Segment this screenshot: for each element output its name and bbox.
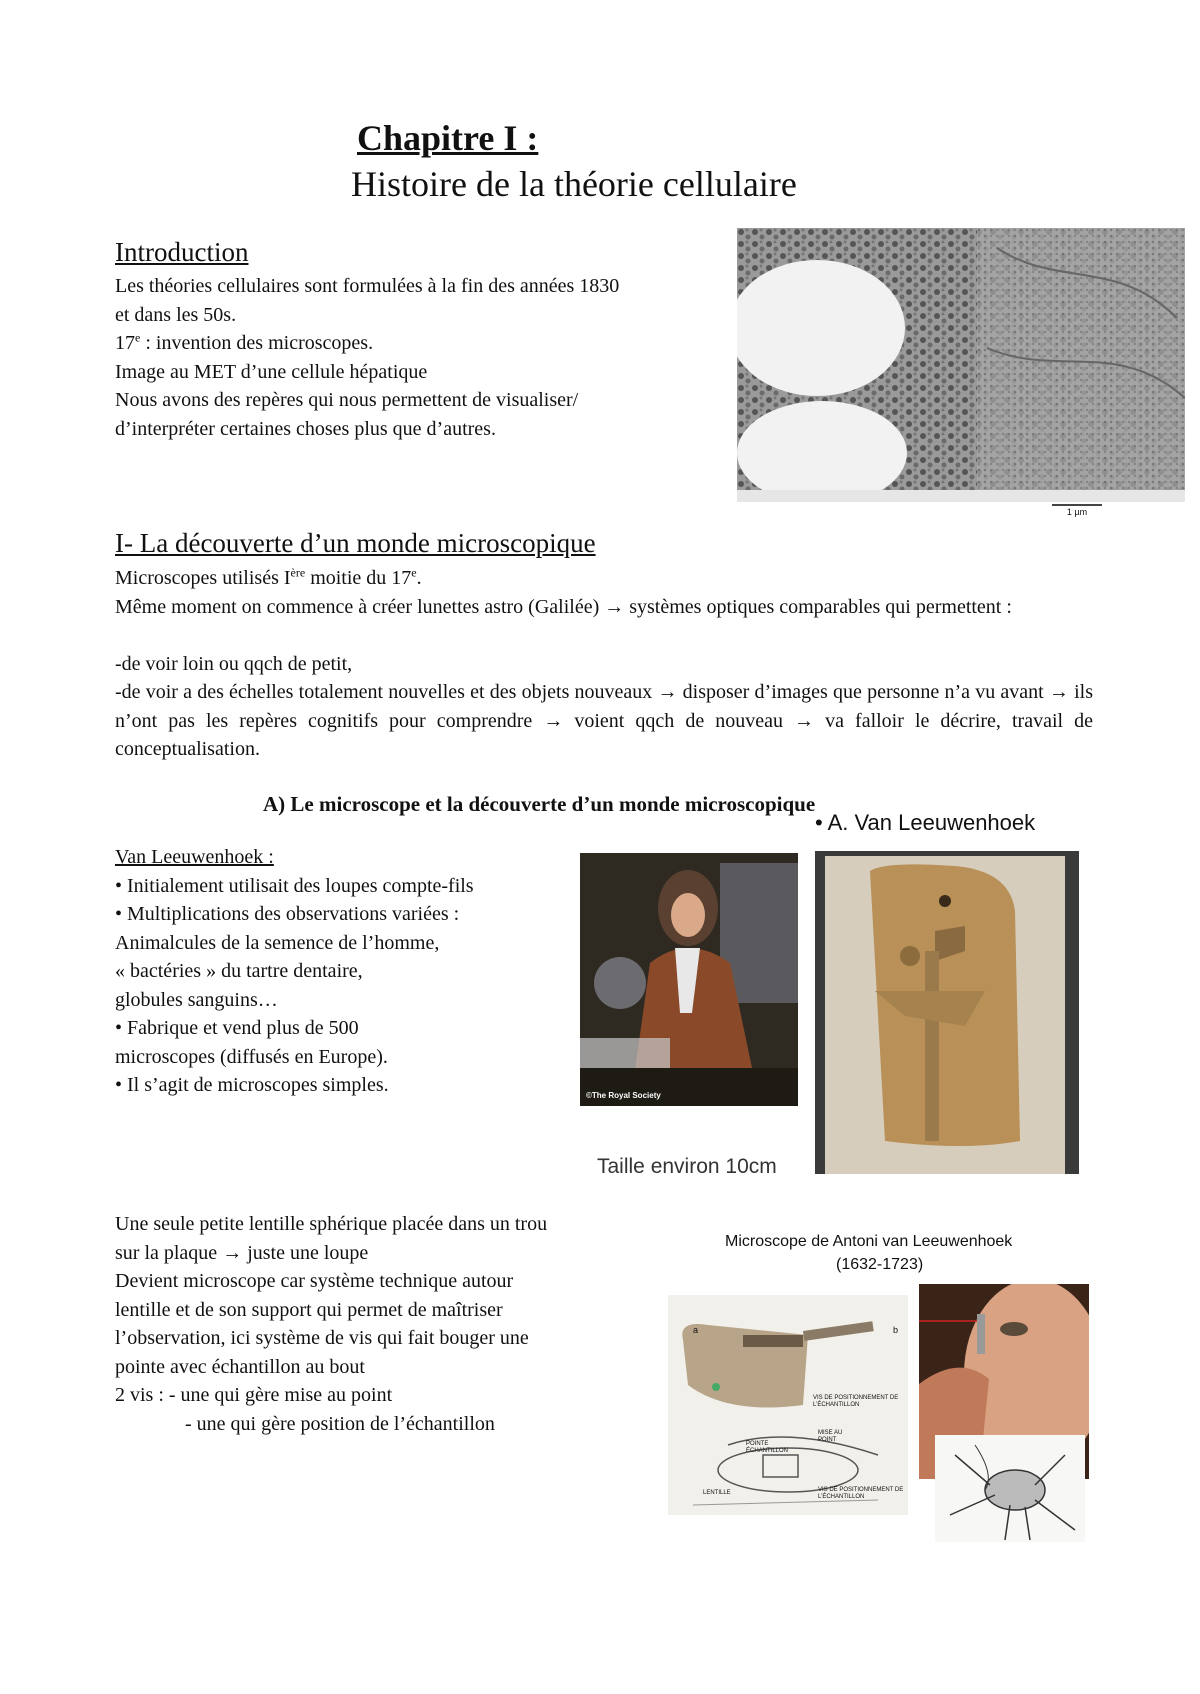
intro-line: et dans les 50s. (115, 303, 237, 326)
vl-line: globules sanguins… (115, 988, 278, 1011)
diagram-label-vis-1: VIS DE POSITIONNEMENT DE L’ÉCHANTILLON (813, 1395, 899, 1408)
diagram-label-vis-2: VIS DE POSITIONNEMENT DE L’ÉCHANTILLON (818, 1487, 904, 1500)
diagram-label-pointe: POINTE ÉCHANTILLON (746, 1441, 789, 1454)
intro-heading: Introduction (115, 237, 249, 267)
lens-line: lentille et de son support qui permet de maîtriser (115, 1298, 503, 1321)
diagram-label-a: a (693, 1325, 699, 1335)
portrait-illustration (580, 853, 798, 1106)
lens-line: Devient microscope car système technique autour (115, 1270, 514, 1292)
vl-line: « bactéries » du tartre dentaire, (115, 960, 363, 982)
micrograph-scale-label: 1 µm (1052, 504, 1102, 517)
flea-drawing-image (935, 1435, 1085, 1542)
subsection-a-heading: A) Le microscope et la découverte d’un monde microscopique (263, 792, 816, 816)
figure-title-line2: (1632-1723) (836, 1256, 924, 1273)
slide-bullet-van-leeuwenhoek: • A. Van Leeuwenhoek (815, 810, 1036, 835)
intro-line: Nous avons des repères qui nous permettent de visualiser/ (115, 389, 579, 411)
van-leeuwenhoek-block (115, 843, 474, 1100)
vl-line: • Fabrique et vend plus de 500 (115, 1017, 359, 1039)
section1-item-2: -de voir a des échelles totalement nouvelles et des objets nouveaux → disposer d’images que personne n’a vu avant → ils n’ont pas les repères cognitifs pour comprendre → voient qqch de nouveau → va falloir le décrire, travail de conceptualisation. (115, 681, 1093, 760)
flea-illustration (935, 1435, 1085, 1542)
size-caption: Taille environ 10cm (597, 1155, 777, 1178)
portrait-credit: ©The Royal Society (586, 1091, 661, 1100)
met-micrograph-image (737, 228, 1185, 502)
lens-line: Une seule petite lentille sphérique placée dans un trou (115, 1213, 548, 1235)
lens-line: - une qui gère position de l’échantillon (185, 1412, 495, 1435)
chapter-title: Histoire de la théorie cellulaire (351, 164, 797, 204)
diagram-label-b: b (893, 1325, 899, 1335)
brass-microscope-photo (815, 851, 1079, 1174)
intro-line: Les théories cellulaires sont formulées à la fin des années 1830 (115, 275, 620, 297)
section1-item-1: -de voir loin ou qqch de petit, (115, 653, 353, 675)
vl-line: microscopes (diffusés en Europe). (115, 1045, 388, 1068)
micrograph-texture (737, 228, 1185, 502)
diagram-label-mise-au-point: MISE AU POINT (818, 1430, 843, 1443)
section1-heading: I- La découverte d’un monde microscopique (115, 528, 596, 558)
section1-paragraph: Même moment on commence à créer lunettes astro (Galilée) → systèmes optiques comparables qui permettent : (115, 596, 1012, 618)
intro-line: d’interpréter certaines choses plus que d’autres. (115, 417, 496, 440)
intro-line: Image au MET d’une cellule hépatique (115, 360, 428, 383)
lens-paragraph (115, 1210, 547, 1438)
lens-line: l’observation, ici système de vis qui fait bouger une (115, 1327, 529, 1349)
figure-title-line1: Microscope de Antoni van Leeuwenhoek (725, 1233, 1013, 1250)
microscope-diagram-image (668, 1295, 908, 1515)
microscope-illustration (815, 851, 1079, 1174)
lens-line: pointe avec échantillon au bout (115, 1355, 365, 1378)
section1-line1: Microscopes utilisés Ière moitie du 17e. (115, 565, 422, 589)
intro-paragraph (115, 272, 619, 443)
van-leeuwenhoek-heading: Van Leeuwenhoek : (115, 846, 274, 868)
vl-line: Animalcules de la semence de l’homme, (115, 931, 440, 954)
diagram-label-lentille: LENTILLE (703, 1490, 731, 1496)
vl-line: • Multiplications des observations variées : (115, 903, 460, 925)
lens-line: 2 vis : - une qui gère mise au point (115, 1384, 393, 1406)
lens-line: sur la plaque → juste une loupe (115, 1241, 369, 1264)
vl-line: • Initialement utilisait des loupes compte-fils (115, 874, 474, 897)
chapter-heading: Chapitre I : (357, 118, 539, 158)
intro-line: 17e : invention des microscopes. (115, 330, 374, 354)
vl-line: • Il s’agit de microscopes simples. (115, 1074, 389, 1096)
van-leeuwenhoek-portrait-image (580, 853, 798, 1106)
